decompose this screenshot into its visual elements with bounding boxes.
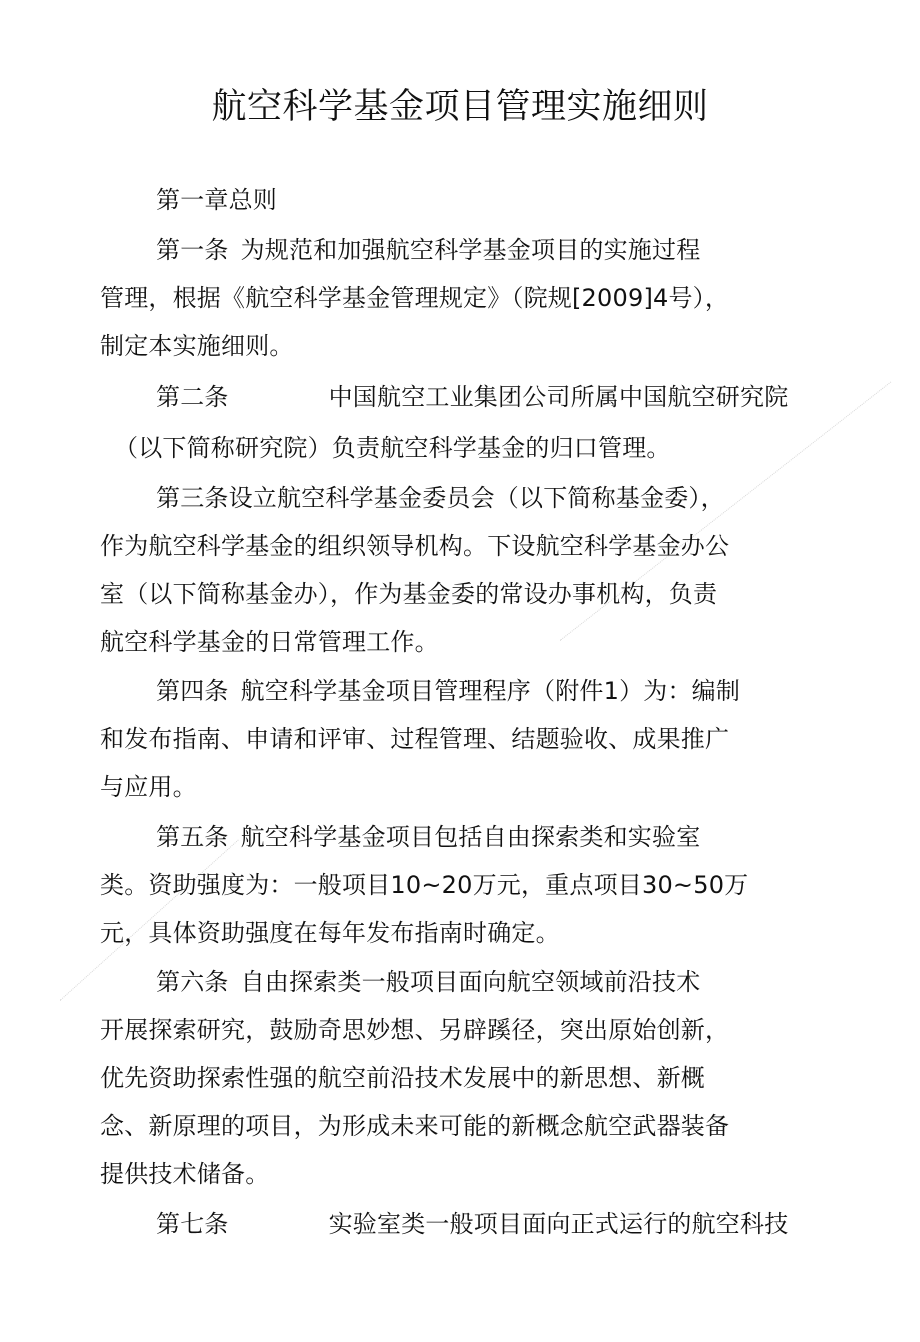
article-4-line-2: 和发布指南、申请和评审、过程管理、结题验收、成果推广 <box>100 725 730 753</box>
article-label: 第六条 <box>156 968 229 996</box>
article-5-line-1 <box>156 821 700 853</box>
article-5-line-2: 类。资助强度为：一般项目10~20万元，重点项目30~50万 <box>100 871 749 899</box>
article-3-line-4: 航空科学基金的日常管理工作。 <box>100 628 439 656</box>
article-6-line-5: 提供技术储备。 <box>100 1160 270 1188</box>
article-2-line-1 <box>156 381 788 413</box>
article-6-line-2: 开展探索研究，鼓励奇思妙想、另辟蹊径，突出原始创新， <box>100 1016 730 1044</box>
article-label: 第三条 <box>156 484 229 512</box>
article-4-line-3: 与应用。 <box>100 773 197 801</box>
article-5-line-3: 元，具体资助强度在每年发布指南时确定。 <box>100 919 560 947</box>
article-6-line-4: 念、新原理的项目，为形成未来可能的新概念航空武器装备 <box>100 1112 730 1140</box>
article-4-line-1 <box>156 675 740 707</box>
article-label: 第五条 <box>156 823 229 851</box>
article-7-line-1 <box>156 1208 788 1240</box>
article-1-line-1 <box>156 234 700 266</box>
article-text: 航空科学基金项目包括自由探索类和实验室 <box>240 823 701 851</box>
article-3-line-1 <box>156 482 725 514</box>
article-3-line-2: 作为航空科学基金的组织领导机构。下设航空科学基金办公 <box>100 532 730 560</box>
article-label: 第四条 <box>156 677 229 705</box>
article-2-line-2: （以下简称研究院）负责航空科学基金的归口管理。 <box>114 434 671 462</box>
article-label: 第七条 <box>156 1210 229 1238</box>
document-title: 航空科学基金项目管理实施细则 <box>211 87 709 127</box>
article-label: 第一条 <box>156 236 229 264</box>
article-text: 为规范和加强航空科学基金项目的实施过程 <box>240 236 701 264</box>
article-6-line-3: 优先资助探索性强的航空前沿技术发展中的新思想、新概 <box>100 1064 705 1092</box>
article-text: 航空科学基金项目管理程序（附件1）为：编制 <box>240 677 741 705</box>
article-1-line-2: 管理，根据《航空科学基金管理规定》（院规[2009]4号）， <box>100 284 730 312</box>
article-3-line-3: 室（以下简称基金办），作为基金委的常设办事机构，负责 <box>100 580 718 608</box>
article-6-line-1 <box>156 966 700 998</box>
article-text: 中国航空工业集团公司所属中国航空研究院 <box>328 383 789 411</box>
chapter-heading: 第一章总则 <box>156 186 277 214</box>
article-1-line-3: 制定本实施细则。 <box>100 332 294 360</box>
article-text: 自由探索类一般项目面向航空领域前沿技术 <box>240 968 701 996</box>
article-text: 设立航空科学基金委员会（以下简称基金委）， <box>228 484 725 512</box>
article-label: 第二条 <box>156 383 229 411</box>
article-text: 实验室类一般项目面向正式运行的航空科技 <box>328 1210 789 1238</box>
